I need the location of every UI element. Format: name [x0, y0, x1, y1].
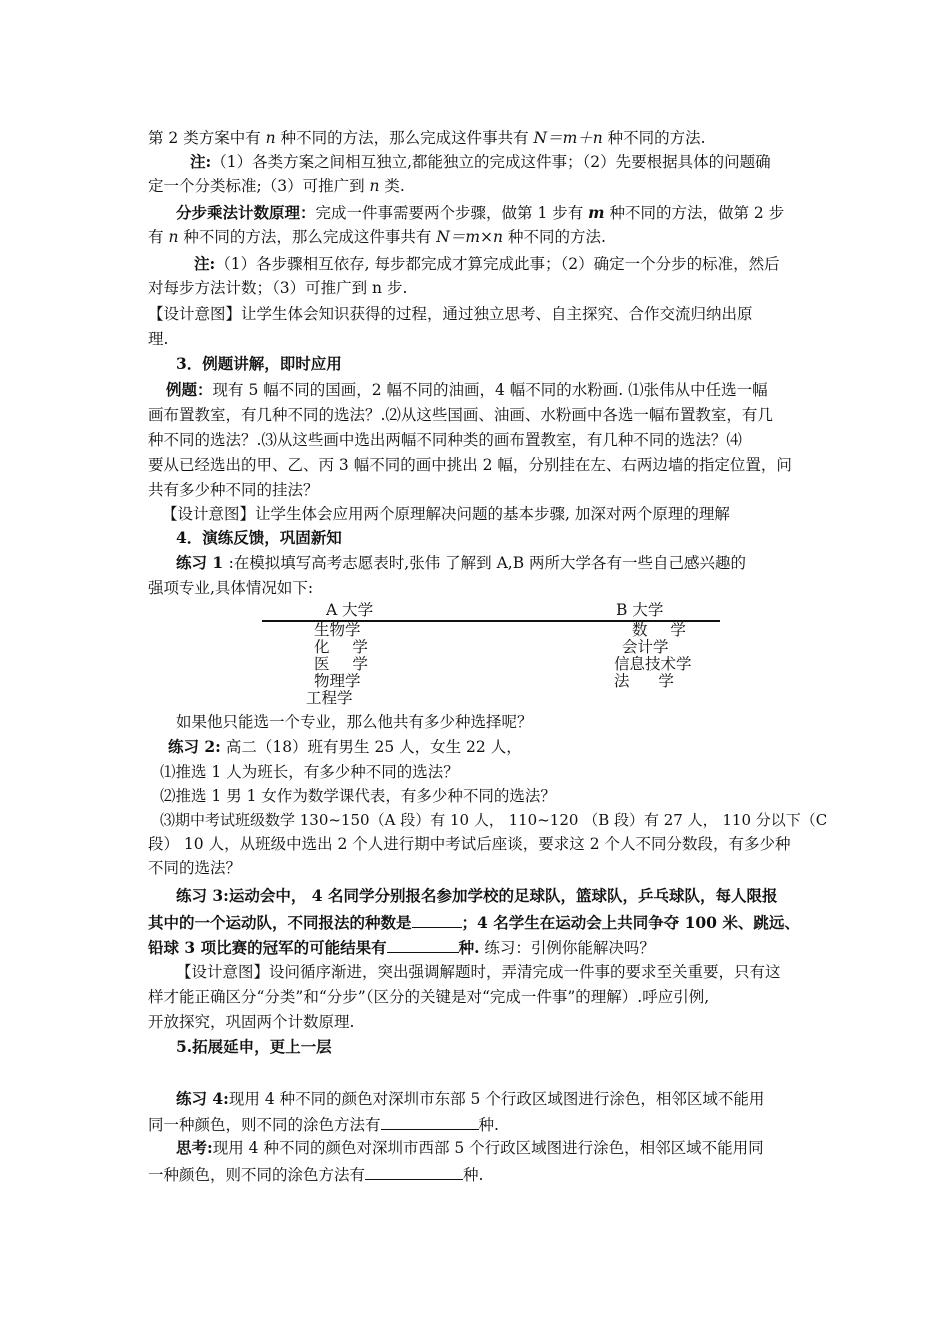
col-b-item: 法 学 — [614, 672, 674, 690]
note2-line2: 对每步方法计数；（3）可推广到 n 步. — [148, 279, 408, 297]
section-5-title: 5.拓展延申，更上一层 — [176, 1037, 332, 1056]
think-text-2b: 种. — [463, 1166, 484, 1184]
principle2-line2 — [148, 227, 606, 247]
exercise3-label: 练习 3: — [176, 886, 229, 905]
answer-blank[interactable] — [365, 1163, 463, 1180]
exercise1-question: 如果他只能选一个专业，那么他共有多少种选择呢？ — [176, 713, 533, 731]
example-line2: 画布置教室，有几种不同的选法？.⑵从这些国画、油画、水粉画中各选一幅布置教室，有几 — [148, 406, 773, 424]
principle2-line1 — [176, 203, 784, 223]
note1-text-a: 定一个分类标准;（3）可推广到 — [148, 177, 370, 195]
note1-line1 — [190, 152, 771, 172]
note2-text: （1）各步骤相互依存, 每步都完成才算完成此事；（2）确定一个分步的标准，然后 — [215, 255, 780, 273]
example-line5: 共有多少种不同的挂法？ — [148, 481, 319, 499]
exercise4-label: 练习 4: — [176, 1089, 229, 1108]
design-intent-3-line2: 样才能正确区分“分类”和“分步”（区分的关键是对“完成一件事”的理解）.呼应引例, — [148, 988, 710, 1006]
example-label: 例题： — [166, 380, 213, 399]
example-line3: 种不同的选法？.⑶从这些画中选出两幅不同种类的画布置教室，有几种不同的选法？⑷ — [148, 431, 742, 449]
exercise2-q1: ⑴推选 1 人为班长，有多少种不同的选法？ — [160, 763, 459, 781]
principle2-text-a: 完成一件事需要两个步骤，做第 1 步有 — [315, 204, 589, 222]
note2-label: 注: — [194, 254, 216, 273]
note1-line2 — [148, 176, 405, 196]
design-intent-3-line1: 【设计意图】设问循序渐进，突出强调解题时，弄清完成一件事的要求至关重要，只有这 — [176, 963, 781, 981]
exercise3-line3 — [148, 936, 655, 958]
col-a-item: 工程学 — [306, 689, 353, 707]
var-n: n — [369, 177, 380, 195]
exercise4-line2 — [148, 1113, 499, 1135]
exercise1-label: 练习 1 — [176, 553, 229, 572]
exercise3-text-1: 运动会中， 4 名同学分别报名参加学校的足球队，篮球队，乒乓球队，每人限报 — [228, 886, 778, 905]
think-line2 — [148, 1163, 483, 1185]
think-text-2a: 一种颜色，则不同的涂色方法有 — [148, 1166, 366, 1184]
section-4-title: 4．演练反馈，巩固新知 — [176, 528, 342, 547]
para1-text-b: 种不同的方法，那么完成这件事共有 — [275, 129, 534, 147]
col-a-item: 物理学 — [314, 672, 361, 690]
exercise3-text-3b: 种. — [458, 938, 480, 957]
exercise2-q3-line2: 段） 10 人，从班级中选出 2 个人进行期中考试后座谈，要求这 2 个人不同分数段，有多少种 — [148, 835, 791, 853]
example-text-1: 现有 5 幅不同的国画，2 幅不同的油画，4 幅不同的水粉画. ⑴张伟从中任选一幅 — [212, 381, 768, 399]
exercise3-text-2a: 其中的一个运动队，不同报法的种数是 — [148, 913, 412, 932]
table-header-b: B 大学 — [616, 601, 664, 619]
answer-blank[interactable] — [412, 911, 462, 928]
exercise3-text-2b: ；4 名学生在运动会上共同争夺 100 米、跳远、 — [461, 913, 800, 932]
para1-text-c: 种不同的方法. — [602, 129, 706, 147]
think-label: 思考: — [176, 1138, 213, 1157]
example-line1 — [166, 380, 768, 400]
exercise4-line1 — [176, 1089, 764, 1109]
col-a-item: 医 学 — [314, 655, 368, 673]
var-n: n — [265, 129, 276, 147]
exercise1-text: :在模拟填写高考志愿表时,张伟 了解到 A,B 两所大学各有一些自己感兴趣的 — [228, 554, 747, 572]
formula-sum: N＝m＋n — [533, 129, 603, 147]
col-b-item: 数 学 — [632, 621, 686, 639]
exercise4-text-2a: 同一种颜色，则不同的涂色方法有 — [148, 1116, 381, 1134]
answer-blank[interactable] — [381, 1113, 479, 1130]
exercise3-text-3c: 练习：引例你能解决吗？ — [479, 939, 655, 957]
design-intent-2: 【设计意图】让学生体会应用两个原理解决问题的基本步骤, 加深对两个原理的理解 — [162, 505, 730, 523]
exercise1-line1 — [176, 553, 746, 573]
design-intent-1-line1: 【设计意图】让学生体会知识获得的过程，通过独立思考、自主探究、合作交流归纳出原 — [148, 305, 753, 323]
table-header-a: A 大学 — [326, 601, 374, 619]
principle2-title: 分步乘法计数原理： — [176, 203, 316, 222]
formula-product: N＝m×n — [436, 228, 504, 246]
col-a-item: 化 学 — [314, 638, 368, 656]
principle2-text-c: 有 — [148, 228, 169, 246]
think-line1 — [176, 1138, 764, 1158]
exercise2-q3-line3: 不同的选法？ — [148, 859, 242, 877]
think-text-1: 现用 4 种不同的颜色对深圳市西部 5 个行政区域图进行涂色，相邻区域不能用同 — [212, 1139, 764, 1157]
exercise2-label: 练习 2: — [168, 737, 221, 756]
exercise1-line2: 强项专业,具体情况如下: — [148, 579, 314, 597]
design-intent-3-line3: 开放探究，巩固两个计数原理. — [148, 1013, 355, 1031]
note2-line1 — [194, 254, 780, 274]
exercise2-line1 — [168, 737, 522, 757]
answer-blank[interactable] — [387, 936, 459, 953]
exercise2-q2: ⑵推选 1 男 1 女作为数学课代表，有多少种不同的选法？ — [160, 787, 556, 805]
design-intent-1-line2: 理. — [148, 330, 169, 348]
var-n: n — [168, 228, 179, 246]
note1-text: （1）各类方案之间相互独立,都能独立的完成这件事；（2）先要根据具体的问题确 — [211, 153, 771, 171]
section-3-title: 3．例题讲解，即时应用 — [176, 354, 342, 373]
col-b-item: 信息技术学 — [614, 655, 692, 673]
exercise3-text-3a: 铅球 3 项比赛的冠军的可能结果有 — [148, 938, 387, 957]
exercise4-text-2b: 种. — [478, 1116, 499, 1134]
col-b-item: 会计学 — [622, 638, 669, 656]
exercise3-line2 — [148, 911, 800, 933]
var-m: m — [588, 203, 605, 222]
exercise2-q3-line1: ⑶期中考试班级数学 130~150（A 段）有 10 人， 110~120 （B 段）有 27 人， 110 分以下（C — [160, 811, 828, 829]
exercise4-text-1: 现用 4 种不同的颜色对深圳市东部 5 个行政区域图进行涂色，相邻区域不能用 — [228, 1090, 765, 1108]
example-line4: 要从已经选出的甲、乙、丙 3 幅不同的画中挑出 2 幅，分别挂在左、右两边墙的指定位置，问 — [148, 456, 792, 474]
exercise2-intro: 高二（18）班有男生 25 人，女生 22 人， — [220, 738, 522, 756]
note1-text-b: 类. — [379, 177, 405, 195]
col-a-item: 生物学 — [314, 621, 361, 639]
principle2-text-d: 种不同的方法，那么完成这件事共有 — [178, 228, 437, 246]
principle2-text-e: 种不同的方法. — [503, 228, 606, 246]
para1-line — [148, 128, 706, 148]
exercise3-line1 — [176, 886, 778, 906]
principle2-text-b: 种不同的方法，做第 2 步 — [604, 204, 785, 222]
para1-text-a: 第 2 类方案中有 — [148, 129, 266, 147]
note1-label: 注: — [190, 152, 212, 171]
